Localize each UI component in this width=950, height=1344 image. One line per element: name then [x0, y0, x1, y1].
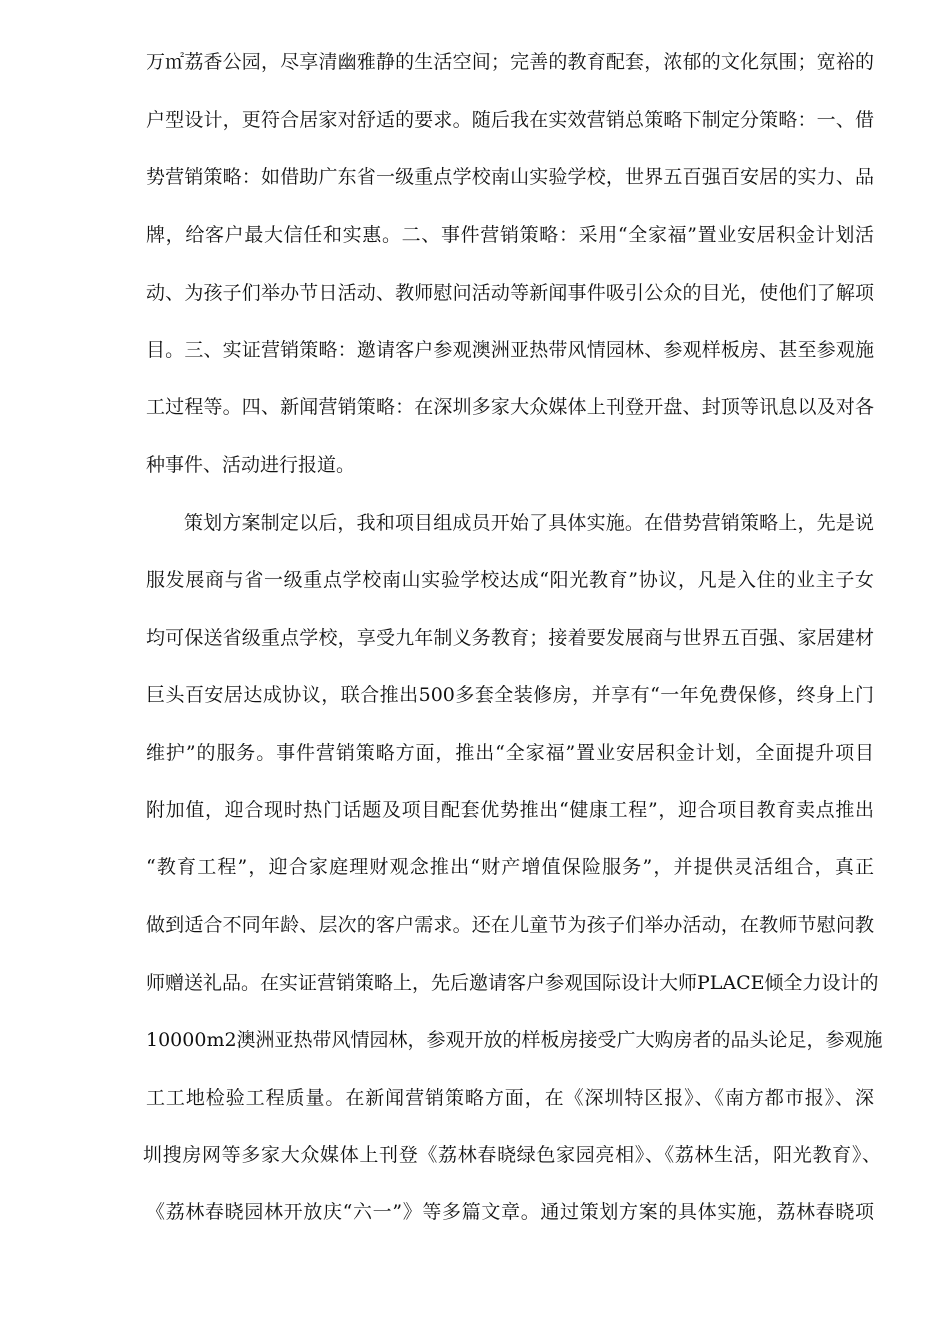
body-text-line: “教育工程”，迎合家庭理财观念推出“财产增值保险服务”，并提供灵活组合，真正 — [146, 856, 874, 878]
body-text-line: 种事件、活动进行报道。 — [146, 454, 356, 476]
body-text-line: 工工地检验工程质量。在新闻营销策略方面，在《深圳特区报》、《南方都市报》、深 — [146, 1087, 874, 1109]
paragraph-first-line: 策划方案制定以后，我和项目组成员开始了具体实施。在借势营销策略上，先是说 — [184, 512, 874, 534]
body-text-line: 均可保送省级重点学校，享受九年制义务教育；接着要发展商与世界五百强、家居建材 — [146, 627, 874, 649]
body-text-line: 万㎡荔香公园，尽享清幽雅静的生活空间；完善的教育配套，浓郁的文化氛围；宽裕的 — [146, 51, 874, 73]
body-text-line: 圳搜房网等多家大众媒体上刊登《荔林春晓绿色家园亮相》、《荔林生活，阳光教育》、 — [143, 1144, 881, 1166]
body-text-line: 维护”的服务。事件营销策略方面，推出“全家福”置业安居积金计划，全面提升项目 — [146, 742, 874, 764]
body-text-line: 势营销策略：如借助广东省一级重点学校南山实验学校，世界五百强百安居的实力、品 — [146, 166, 874, 188]
body-text-line: 10000m2澳洲亚热带风情园林，参观开放的样板房接受广大购房者的品头论足，参观施 — [146, 1029, 883, 1051]
body-text-line: 动、为孩子们举办节日活动、教师慰问活动等新闻事件吸引公众的目光，使他们了解项 — [146, 282, 874, 304]
body-text-line: 《荔林春晓园林开放庆“六一”》等多篇文章。通过策划方案的具体实施，荔林春晓项 — [146, 1201, 874, 1223]
body-text-line: 户型设计，更符合居家对舒适的要求。随后我在实效营销总策略下制定分策略：一、借 — [146, 109, 874, 131]
body-text-line: 目。三、实证营销策略：邀请客户参观澳洲亚热带风情园林、参观样板房、甚至参观施 — [146, 339, 874, 361]
body-text-line: 巨头百安居达成协议，联合推出500多套全装修房，并享有“一年免费保修，终身上门 — [146, 684, 874, 706]
body-text-line: 做到适合不同年龄、层次的客户需求。还在儿童节为孩子们举办活动，在教师节慰问教 — [146, 914, 874, 936]
body-text-line: 工过程等。四、新闻营销策略：在深圳多家大众媒体上刊登开盘、封顶等讯息以及对各 — [146, 396, 874, 418]
body-text-line: 附加值，迎合现时热门话题及项目配套优势推出“健康工程”，迎合项目教育卖点推出 — [146, 799, 874, 821]
body-text-line: 服发展商与省一级重点学校南山实验学校达成“阳光教育”协议，凡是入住的业主子女 — [146, 569, 874, 591]
body-text-line: 牌，给客户最大信任和实惠。二、事件营销策略：采用“全家福”置业安居积金计划活 — [146, 224, 874, 246]
body-text-line: 师赠送礼品。在实证营销策略上，先后邀请客户参观国际设计大师PLACE倾全力设计的 — [146, 972, 879, 994]
